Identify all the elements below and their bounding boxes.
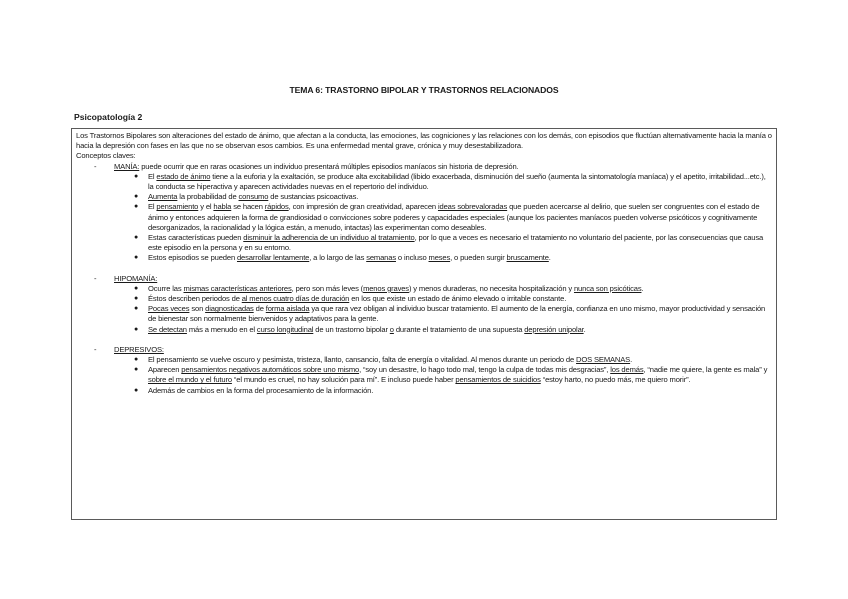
list-item: ● Aparecen pensamientos negativos automáticos sobre uno mismo, “soy un desastre, lo hago todo mal, tengo la culpa de todas mis desgracias”, los demás, “nadie me quiere, la gente es mala” y sobre el mundo y el futuro “el mundo es cruel, no hay solución para mí”. E incluso puede haber pensamientos de suicidios “estoy harto, no puedo más, me quiero morir”.: [134, 365, 768, 385]
list-item: ● Aumenta la probabilidad de consumo de sustancias psicoactivas.: [134, 192, 359, 202]
bullet-icon: ●: [134, 234, 139, 242]
underlined-text: pensamientos de suicidios: [455, 375, 541, 385]
sections-container: [76, 162, 772, 396]
bullet-icon: ●: [134, 366, 139, 374]
bullet-icon: ●: [134, 254, 139, 262]
underlined-text: Pocas veces: [148, 304, 190, 314]
bullet-icon: ●: [134, 305, 139, 313]
underlined-text: Aumenta: [148, 192, 178, 202]
underlined-text: estado de ánimo: [156, 171, 211, 181]
bullet-icon: ●: [134, 356, 139, 364]
bullet-icon: ●: [134, 325, 139, 333]
underlined-text: Se detectan: [148, 324, 187, 334]
underlined-text: bruscamente: [506, 253, 549, 263]
section-spacer: [76, 335, 772, 345]
section-heading: [76, 345, 772, 355]
section-mania: [76, 162, 772, 264]
list-item: ● El estado de ánimo tiene a la euforia y la exaltación, se produce alta excitabilidad (libido exacerbada, disminución del sueño (aumenta la sintomatología maníaca) y el apetito, irritabilidad...etc.), la conducta se hiperactiva y aparecen actividades nuevas en el repertorio del individuo.: [134, 171, 766, 192]
list-item: ● Éstos describen periodos de al menos cuatro días de duración en los que existe un estado de ánimo elevado o irritable constante.: [134, 294, 567, 304]
section-depresivos: [76, 345, 772, 396]
section-title: MANÍA:: [114, 161, 140, 171]
list-item: ● El pensamiento y el habla se hacen rápidos, con impresión de gran creatividad, aparecen ideas sobrevaloradas que pueden acercarse al delirio, que suelen ser congruentes con el estado de ánimo y entonces adquieren la forma de grandiosidad o convicciones sobre poderes y capacidades especiales (aunque los pacientes maníacos pueden volverse psicóticos y cognitivamente desorganizados, la racionalidad y la lógica están, a menudo, intactas) las experimentan como deseables.: [134, 202, 760, 232]
list-item: ● Pocas veces son diagnosticadas de forma aislada ya que rara vez obligan al individuo buscar tratamiento. El aumento de la energía, confianza en uno mismo, mayor productividad y sensación de bienestar son normalmente bienvenidos y adaptativos para la gente.: [134, 304, 766, 324]
underlined-text: menos graves: [363, 283, 409, 293]
concepts-label: Conceptos claves:: [76, 151, 136, 161]
underlined-text: semanas: [366, 253, 396, 263]
section-heading: [76, 162, 772, 172]
underlined-text: pensamientos negativos automáticos sobre uno mismo: [181, 365, 360, 375]
underlined-text: depresión unipolar: [524, 324, 584, 334]
underlined-text: desarrollar lentamente: [236, 253, 310, 263]
list-item: ● Se detectan más a menudo en el curso longitudinal de un trastorno bipolar o durante el tratamiento de una supuesta depresión unipolar.: [134, 324, 586, 334]
underlined-text: disminuir la adherencia de un individuo al tratamiento: [243, 233, 415, 243]
subject-heading: Psicopatología 2: [74, 112, 143, 122]
bullet-list: [76, 355, 772, 396]
underlined-text: nunca son psicóticas: [573, 283, 642, 293]
list-item: ● Ocurre las mismas características anteriores, pero son más leves (menos graves) y menos duraderas, no necesita hospitalización y nunca son psicóticas.: [134, 283, 644, 293]
underlined-text: mismas características anteriores: [183, 283, 292, 293]
dash-marker: -: [94, 273, 97, 283]
bullet-icon: ●: [134, 193, 139, 201]
list-item: ● Estos episodios se pueden desarrollar lentamente, a lo largo de las semanas o incluso meses, o pueden surgir bruscamente.: [134, 253, 551, 263]
underlined-text: ideas sobrevaloradas: [437, 202, 508, 212]
list-item: ● Además de cambios en la forma del procesamiento de la información.: [134, 385, 374, 395]
underlined-text: DOS SEMANAS: [576, 355, 631, 365]
underlined-text: pensamiento: [156, 202, 199, 212]
bullet-icon: ●: [134, 172, 139, 180]
underlined-text: los demás: [610, 365, 644, 375]
underlined-text: al menos cuatro días de duración: [241, 294, 350, 304]
dash-marker: -: [94, 344, 97, 354]
bullet-icon: ●: [134, 386, 139, 394]
underlined-text: forma aislada: [265, 304, 310, 314]
section-lead: puede ocurrir que en raras ocasiones un individuo presentará múltiples episodios maníacos sin historia de depresión.: [139, 161, 519, 171]
bullet-list: [76, 284, 772, 335]
underlined-text: habla: [213, 202, 232, 212]
underlined-text: curso longitudinal: [256, 324, 314, 334]
list-item: ● El pensamiento se vuelve oscuro y pesimista, tristeza, llanto, cansancio, falta de energía o vitalidad. Al menos durante un periodo de DOS SEMANAS.: [134, 355, 633, 365]
bullet-icon: ●: [134, 295, 139, 303]
bullet-icon: ●: [134, 203, 139, 211]
underlined-text: sobre el mundo y el futuro: [148, 375, 232, 385]
section-title: DEPRESIVOS:: [114, 344, 164, 354]
section-spacer: [76, 264, 772, 274]
intro-paragraph: Los Trastornos Bipolares son alteraciones del estado de ánimo, que afectan a la conducta, las emociones, las cogniciones y las relaciones con los demás, con episodios que fluctúan alternativamente hacia la manía o hacia la depresión con fases en las que no se observan esos cambios. Es una enfermedad mental grave, crónica y muy desestabilizadora.: [76, 131, 772, 151]
underlined-text: rápidos: [264, 202, 289, 212]
underlined-text: o: [389, 324, 394, 334]
bullet-icon: ●: [134, 284, 139, 292]
section-title: HIPOMANÍA:: [114, 273, 158, 283]
bullet-list: [76, 172, 772, 264]
section-heading: [76, 274, 772, 284]
content-box: [71, 128, 777, 520]
underlined-text: consumo: [238, 192, 269, 202]
list-item: ● Estas características pueden disminuir la adherencia de un individuo al tratamiento, por lo que a veces es necesario el tratamiento no voluntario del paciente, por las consecuencias que causa este episodio en la persona y en su entorno.: [134, 233, 764, 253]
underlined-text: diagnosticadas: [205, 304, 254, 314]
dash-marker: -: [94, 161, 97, 171]
section-hipomania: [76, 274, 772, 335]
document-title: TEMA 6: TRASTORNO BIPOLAR Y TRASTORNOS RELACIONADOS: [289, 85, 559, 95]
underlined-text: meses: [428, 253, 451, 263]
